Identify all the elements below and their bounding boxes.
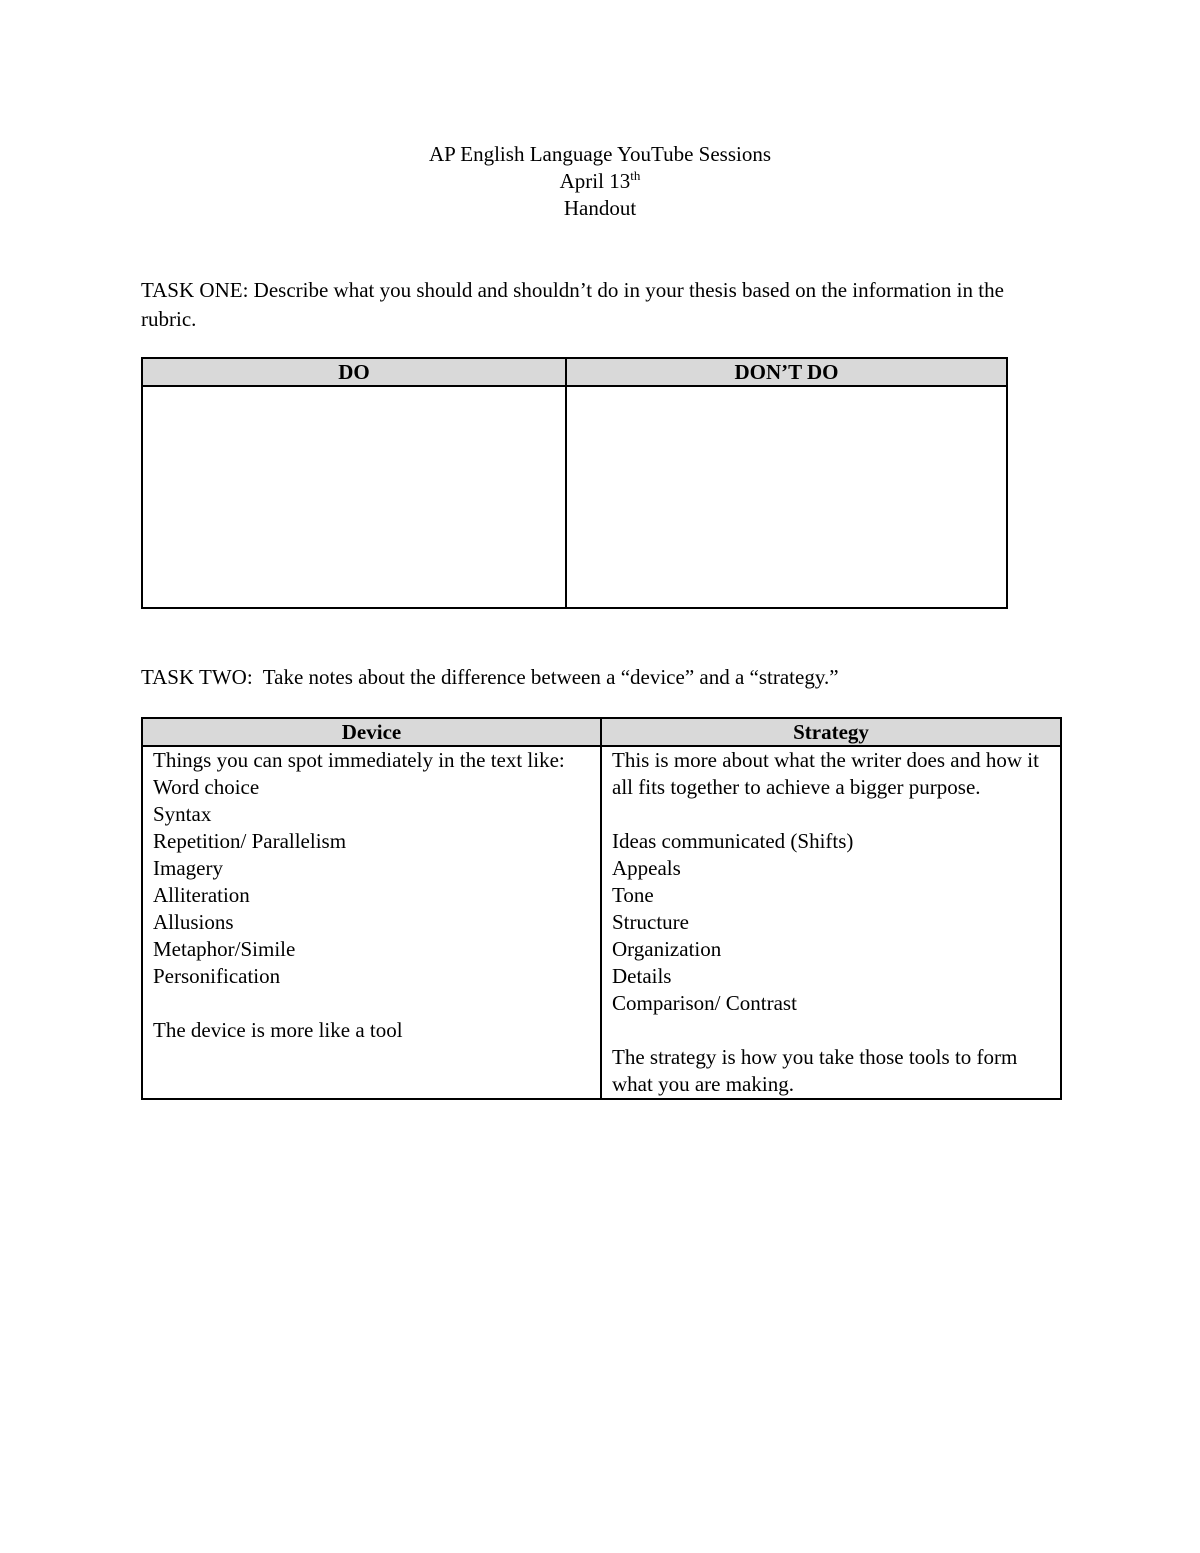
task-one-instructions [141,276,1061,334]
device-header: Device [142,718,601,746]
cell-line [153,990,592,1017]
dont-do-header: DON’T DO [566,358,1007,386]
cell-line [612,1017,1052,1044]
cell-line: Structure [612,910,689,934]
do-header: DO [142,358,566,386]
cell-line: Comparison/ Contrast [612,991,797,1015]
device-cell [142,746,601,1099]
cell-line: This is more about what the writer does and how it all fits together to achieve a bigger purpose. [612,748,1039,799]
cell-line: Repetition/ Parallelism [153,829,347,853]
table-header-row [142,358,1007,386]
cell-line: Syntax [153,802,212,826]
cell-line: Details [612,964,672,988]
task-two-text: Take notes about the difference between a “device” and a “strategy.” [252,665,839,689]
date-text: April 13 [559,169,631,193]
document-date [0,168,1200,195]
do-dont-table [141,357,1008,609]
table-row [142,386,1007,608]
task-one-text: Describe what you should and shouldn’t do in your thesis based on the information in the rubric. [141,278,1004,331]
cell-line [612,801,1052,828]
date-suffix: th [630,168,641,183]
cell-line: Things you can spot immediately in the text like: [153,748,565,772]
cell-line: Alliteration [153,883,250,907]
strategy-header: Strategy [601,718,1061,746]
document-title: AP English Language YouTube Sessions [428,142,772,166]
dont-do-cell [566,386,1007,608]
cell-line: Allusions [153,910,234,934]
document-header [0,141,1200,222]
cell-line: Ideas communicated (Shifts) [612,829,854,853]
task-one-label: TASK ONE: [141,278,249,302]
table-row [142,746,1061,1099]
task-two-label: TASK TWO: [141,665,253,689]
cell-line: Appeals [612,856,681,880]
table-header-row [142,718,1061,746]
cell-line: Metaphor/Simile [153,937,296,961]
document-subtitle: Handout [563,196,637,220]
device-strategy-table [141,717,1062,1100]
do-cell [142,386,566,608]
cell-line: The strategy is how you take those tools to form what you are making. [612,1045,1018,1096]
cell-line: Imagery [153,856,223,880]
task-two-instructions [141,663,1061,692]
cell-line: The device is more like a tool [153,1018,403,1042]
cell-line: Organization [612,937,722,961]
strategy-cell [601,746,1061,1099]
cell-line: Personification [153,964,281,988]
cell-line: Tone [612,883,654,907]
cell-line: Word choice [153,775,260,799]
